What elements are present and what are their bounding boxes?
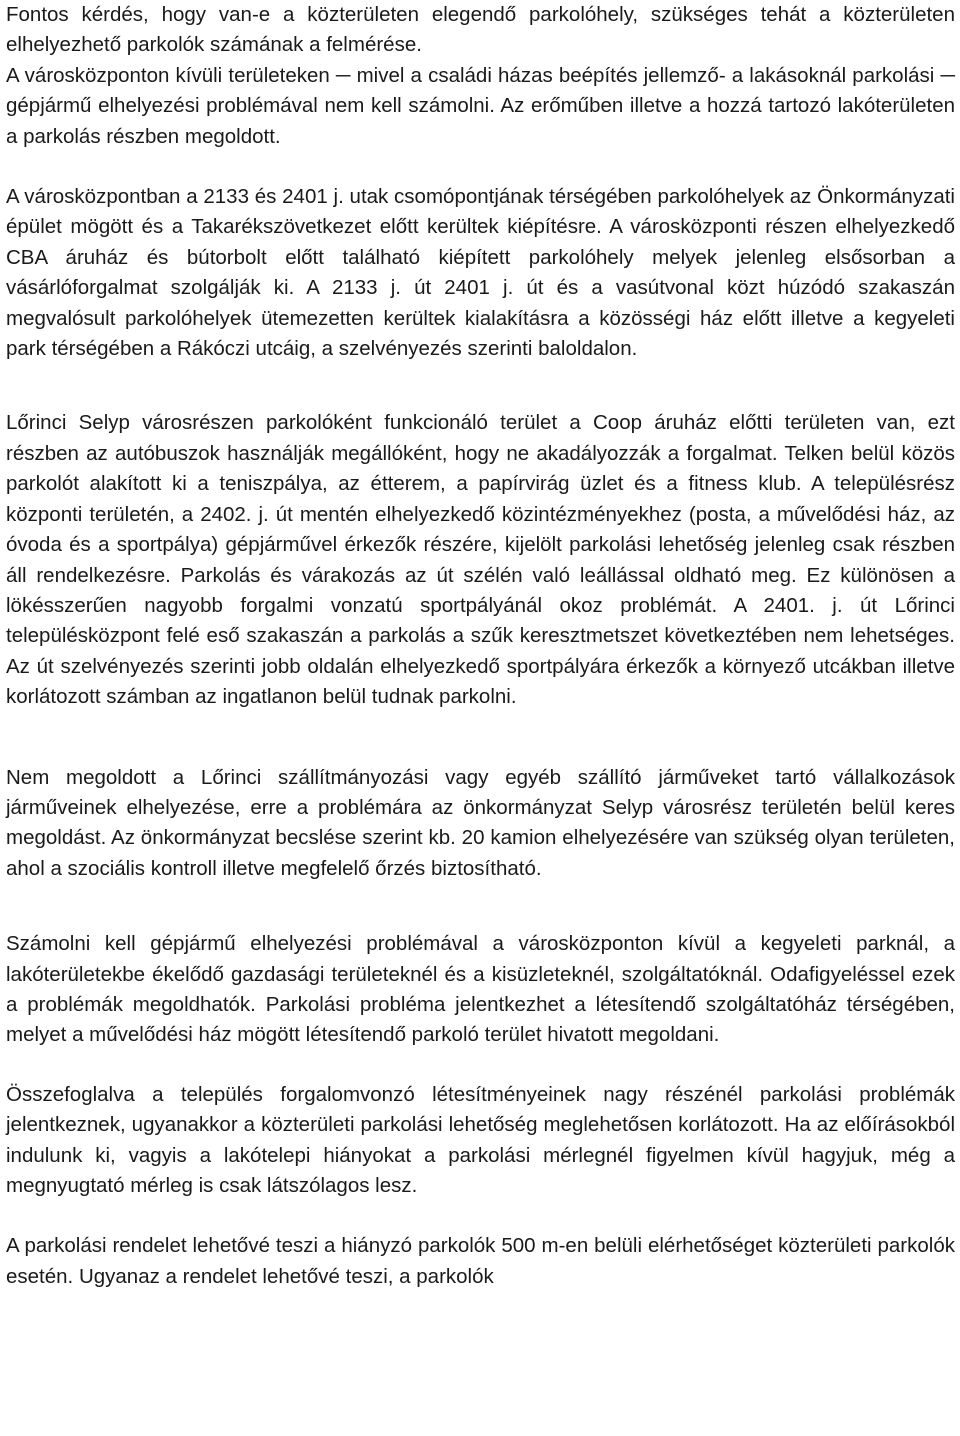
paragraph-parking-survey: Fontos kérdés, hogy van-e a közterületen elegendő parkolóhely, szükséges tehát a közterületen elhelyezhető parkolók számának a felmérése. [6, 3, 955, 57]
paragraph-summary: Összefoglalva a település forgalomvonzó létesítményeinek nagy részénél parkolási problémák jelentkeznek, ugyanakkor a közterületi parkolási lehetőség meglehetősen korlátozott. Ha az előírásokból indulunk ki, vagyis a lakótelepi hiányokat a parkolási mérlegnél figyelmen kívül hagyjuk, még a megnyugtató mérleg is csak látszólagos lesz. [6, 1082, 955, 1197]
document-page [6, 0, 955, 1292]
paragraph-spacer [6, 1201, 955, 1231]
paragraph-outside-center: A városközponton kívüli területeken ─ mivel a családi házas beépítés jellemző- a lakásoknál parkolási ─ gépjármű elhelyezési problémával nem kell számolni. Az erőműben illetve a hozzá tartozó lakóterületen a parkolás részben megoldott. [6, 63, 955, 148]
paragraph-trucks: Nem megoldott a Lőrinci szállítmányozási vagy egyéb szállító járműveket tartó vállalkozások járműveinek elhelyezése, erre a problémára az önkormányzat Selyp városrész területén belül keres megoldást. Az önkormányzat becslése szerint kb. 20 kamion elhelyezésére van szükség olyan területen, ahol a szociális kontroll illetve megfelelő őrzés biztosítható. [6, 765, 955, 880]
paragraph-spacer [6, 884, 955, 929]
paragraph-spacer [6, 713, 955, 763]
paragraph-spacer [6, 152, 955, 182]
paragraph-other-problems: Számolni kell gépjármű elhelyezési problémával a városközponton kívül a kegyeleti parknál, a lakóterületekbe ékelődő gazdasági területeknél és a kisüzleteknél, szolgáltatóknál. Odafigyeléssel ezek a problémák megoldhatók. Parkolási probléma jelentkezhet a létesítendő szolgáltatóház térségében, melyet a művelődési ház mögött létesítendő parkoló terület hivatott megoldani. [6, 932, 955, 1047]
paragraph-spacer [6, 1051, 955, 1080]
paragraph-city-center: A városközpontban a 2133 és 2401 j. utak csomópontjának térségében parkolóhelyek az Önkormányzati épület mögött és a Takarékszövetkezet előtt kerültek kiépítésre. A városközponti részen elhelyezkedő CBA áruház és bútorbolt előtt található kiépített parkolóhely melyek jelenleg elsősorban a vásárlóforgalmat szolgálják ki. A 2133 j. út 2401 j. út és a vasútvonal közt húzódó szakaszán megvalósult parkolóhelyek ütemezetten kerültek kialakításra a közösségi ház előtt illetve a kegyeleti park térségében a Rákóczi utcáig, a szelvényezés szerinti baloldalon. [6, 185, 955, 361]
paragraph-lorinci-selyp: Lőrinci Selyp városrészen parkolóként funkcionáló terület a Coop áruház előtti területen van, ezt részben az autóbuszok használják megállóként, hogy ne akadályozzák a forgalmat. Telken belül közös parkolót alakított ki a teniszpálya, az étterem, a papírvirág üzlet és a fitness klub. A településrész központi területén, a 2402. j. út mentén elhelyezkedő közintézményekhez (posta, a művelődési ház, az óvoda és a sportpálya) gépjárművel érkezők részére, kijelölt parkolási lehetőség jelenleg csak részben áll rendelkezésre. Parkolás és várakozás az út szélén való leállással oldható meg. Ez különösen a lökésszerűen nagyobb forgalmi vonzatú sportpályánál okoz problémát. A 2401. j. út Lőrinci településközpont felé eső szakaszán a parkolás a szűk keresztmetszet következtében nem lehetséges. Az út szelvényezés szerinti jobb oldalán elhelyezkedő sportpályára érkezők a környező utcákban illetve korlátozott számban az ingatlanon belül tudnak parkolni. [6, 411, 955, 709]
paragraph-spacer [6, 364, 955, 408]
paragraph-parking-regulation: A parkolási rendelet lehetővé teszi a hiányzó parkolók 500 m-en belüli elérhetőséget közterületi parkolók esetén. Ugyanaz a rendelet lehetővé teszi, a parkolók [6, 1234, 955, 1288]
